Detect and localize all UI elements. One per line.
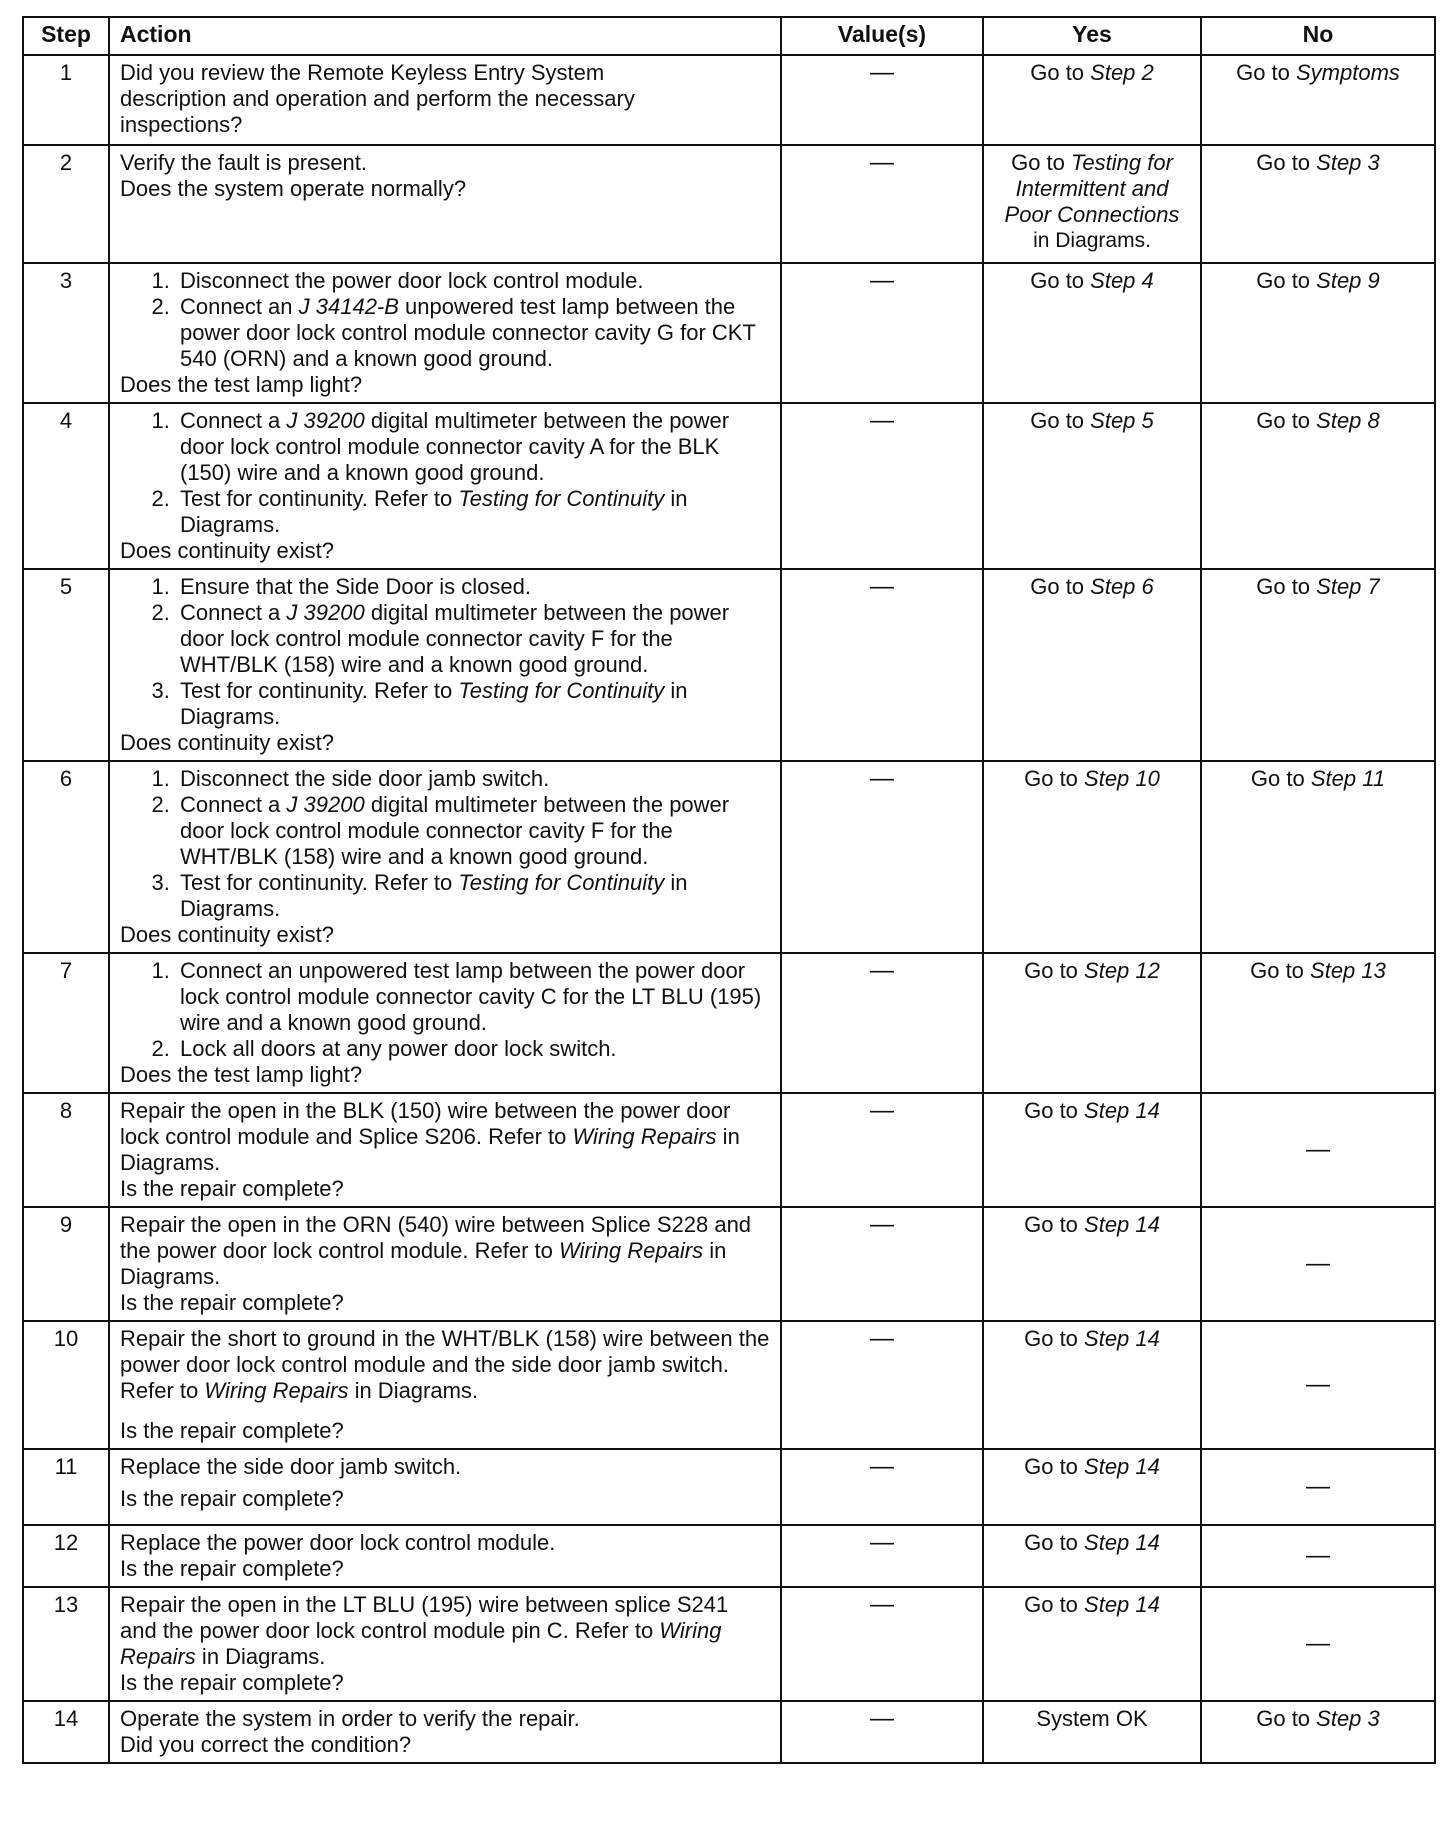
action-line: inspections? [120,112,243,137]
yes-cell [983,1587,1201,1701]
action-cell [109,1207,781,1321]
no-cell [1201,55,1435,145]
no-dash: — [1201,1093,1435,1207]
action-step-text: Ensure that the Side Door is closed. [180,574,531,599]
yes-goto-label: Go to [1030,574,1091,599]
step-number: 9 [23,1207,109,1321]
no-goto-label: Go to [1236,60,1296,85]
action-steps-list [120,574,770,730]
value-dash: — [781,1449,983,1525]
action-text: in Diagrams. [348,1378,479,1403]
step-number: 12 [23,1525,109,1587]
yes-goto-target: Step 12 [1084,958,1160,983]
header-yes: Yes [983,17,1201,55]
action-paragraph [120,1212,770,1290]
action-step-item [176,766,770,792]
value-dash: — [781,569,983,761]
action-step-text: unpowered test lamp between the power door lock control module connector cavity G for CKT 540 (ORN) and a known good ground. [180,294,756,371]
action-step-text: digital multimeter between the power door lock control module connector cavity F for the WHT/BLK (158) wire and a known good ground. [180,792,730,869]
action-step-item [176,268,770,294]
header-no: No [1201,17,1435,55]
yes-goto-label: Go to [1024,1098,1085,1123]
value-dash: — [781,55,983,145]
yes-goto-target: Step 14 [1084,1454,1160,1479]
action-reference: Wiring Repairs [204,1378,349,1403]
action-text: Repair the short to ground in the WHT/BLK (158) wire between the power door lock control module and the side door jamb switch. Refer to [120,1326,770,1403]
action-question: Is the repair complete? [120,1290,344,1315]
action-text: Repair the open in the ORN (540) wire between Splice S228 and the power door lock control module. Refer to [120,1212,752,1263]
table-row [23,1207,1435,1321]
action-question: Is the repair complete? [120,1556,344,1581]
no-goto-target: Step 3 [1316,1706,1380,1731]
action-question: Is the repair complete? [120,1418,344,1443]
action-step-reference: J 39200 [286,408,365,433]
yes-cell [983,145,1201,263]
no-goto-label: Go to [1250,766,1311,791]
table-row [23,403,1435,569]
action-cell [109,263,781,403]
header-row [23,17,1435,55]
table-row [23,569,1435,761]
action-step-text: Connect a [180,600,287,625]
no-cell [1201,263,1435,403]
yes-cell [983,1093,1201,1207]
yes-result: System OK [1036,1706,1148,1731]
no-dash: — [1201,1207,1435,1321]
step-number: 2 [23,145,109,263]
table-row [23,1321,1435,1449]
table-row [23,1587,1435,1701]
action-step-reference: J 39200 [286,600,365,625]
yes-cell [983,1207,1201,1321]
action-step-item [176,408,770,486]
table-row [23,1701,1435,1763]
step-number: 13 [23,1587,109,1701]
yes-goto-target: Step 2 [1090,60,1154,85]
yes-cell [983,1525,1201,1587]
action-text: Replace the power door lock control module. [120,1530,556,1555]
yes-goto-target: Step 14 [1084,1098,1160,1123]
value-dash: — [781,1587,983,1701]
action-cell [109,145,781,263]
action-paragraph [120,1706,770,1732]
yes-cell [983,761,1201,953]
yes-goto-label: Go to [1030,268,1091,293]
no-goto-label: Go to [1256,574,1317,599]
action-text: Replace the side door jamb switch. [120,1454,462,1479]
table-row [23,1449,1435,1525]
value-dash: — [781,1207,983,1321]
table-row [23,761,1435,953]
no-cell [1201,1701,1435,1763]
action-step-text: Connect an [180,294,299,319]
no-dash: — [1201,1587,1435,1701]
action-line: Did you review the Remote Keyless Entry System [120,60,605,85]
step-number: 6 [23,761,109,953]
step-number: 11 [23,1449,109,1525]
diagnostic-table [22,16,1436,1764]
value-dash: — [781,403,983,569]
yes-goto-target: Step 14 [1084,1212,1160,1237]
value-dash: — [781,1321,983,1449]
action-question: Is the repair complete? [120,1486,344,1511]
action-text: Repair the open in the LT BLU (195) wire between splice S241 and the power door lock control module pin C. Refer to [120,1592,729,1643]
action-paragraph [120,1530,770,1556]
yes-cell [983,403,1201,569]
no-cell [1201,145,1435,263]
step-number: 10 [23,1321,109,1449]
yes-goto-target: Step 14 [1084,1592,1160,1617]
header-step: Step [23,17,109,55]
value-dash: — [781,1093,983,1207]
yes-reference-block [986,150,1198,254]
action-step-text: Disconnect the power door lock control module. [180,268,644,293]
action-steps-list [120,268,770,372]
no-goto-label: Go to [1250,958,1311,983]
action-question: Does the test lamp light? [120,372,363,397]
action-paragraph [120,1098,770,1176]
action-cell [109,403,781,569]
yes-reference-line [986,150,1198,176]
action-cell [109,953,781,1093]
no-goto-target: Step 8 [1316,408,1380,433]
action-question: Does continuity exist? [120,730,334,755]
action-step-text: in Diagrams. [180,870,688,921]
action-step-item [176,486,770,538]
action-text: in Diagrams. [120,1124,740,1175]
table-row [23,263,1435,403]
action-step-item [176,294,770,372]
action-line: Does the system operate normally? [120,176,467,201]
yes-goto-target: Testing for [1071,150,1173,175]
yes-goto-label: Go to [1024,958,1085,983]
action-step-reference: J 34142-B [298,294,399,319]
action-paragraph [120,1454,770,1480]
action-step-item [176,600,770,678]
yes-cell [983,1321,1201,1449]
action-cell [109,1701,781,1763]
step-number: 8 [23,1093,109,1207]
action-step-text: Test for continunity. Refer to [180,678,459,703]
yes-reference-tail: in Diagrams. [1033,229,1151,252]
yes-goto-target: Step 14 [1084,1326,1160,1351]
yes-cell [983,953,1201,1093]
yes-goto-label: Go to [1024,1530,1085,1555]
action-question: Is the repair complete? [120,1670,344,1695]
action-question: Is the repair complete? [120,1176,344,1201]
step-number: 5 [23,569,109,761]
action-step-text: in Diagrams. [180,486,688,537]
no-cell [1201,403,1435,569]
header-action: Action [109,17,781,55]
value-dash: — [781,953,983,1093]
action-step-text: Lock all doors at any power door lock switch. [180,1036,617,1061]
yes-goto-target: Step 5 [1090,408,1154,433]
no-goto-target: Step 13 [1310,958,1386,983]
action-step-item [176,678,770,730]
action-step-text: digital multimeter between the power door lock control module connector cavity A for the BLK (150) wire and a known good ground. [180,408,730,485]
value-dash: — [781,1525,983,1587]
header-values: Value(s) [781,17,983,55]
action-question: Did you correct the condition? [120,1732,412,1757]
no-goto-target: Step 11 [1310,766,1386,791]
action-cell [109,1587,781,1701]
value-dash: — [781,761,983,953]
no-goto-target: Symptoms [1296,60,1400,85]
table-row [23,953,1435,1093]
yes-cell [983,263,1201,403]
action-cell [109,569,781,761]
action-step-item [176,792,770,870]
yes-goto-target: Step 14 [1084,1530,1160,1555]
action-step-text: Connect a [180,408,287,433]
no-dash: — [1201,1525,1435,1587]
step-number: 4 [23,403,109,569]
no-goto-label: Go to [1256,1706,1317,1731]
table-row [23,1525,1435,1587]
action-line: description and operation and perform the necessary [120,86,635,111]
yes-goto-label: Go to [1024,1326,1085,1351]
action-steps-list [120,958,770,1062]
yes-goto-target: Step 10 [1084,766,1160,791]
action-step-text: Connect a [180,792,287,817]
step-number: 3 [23,263,109,403]
action-steps-list [120,408,770,538]
action-reference: Wiring Repairs [572,1124,717,1149]
action-cell [109,761,781,953]
no-goto-label: Go to [1256,268,1317,293]
no-dash: — [1201,1321,1435,1449]
table-body [23,55,1435,1763]
action-step-text: digital multimeter between the power door lock control module connector cavity F for the WHT/BLK (158) wire and a known good ground. [180,600,730,677]
action-step-item [176,574,770,600]
action-paragraph [120,1592,770,1670]
action-question: Does the test lamp light? [120,1062,363,1087]
yes-cell [983,1701,1201,1763]
yes-reference-line: Poor Connections [1004,202,1180,227]
action-paragraph [120,1326,770,1404]
action-step-text: in Diagrams. [180,678,688,729]
step-number: 14 [23,1701,109,1763]
action-step-text: Test for continunity. Refer to [180,870,459,895]
yes-goto-label: Go to [1011,150,1071,175]
action-cell [109,1449,781,1525]
action-text: in Diagrams. [195,1644,326,1669]
step-number: 7 [23,953,109,1093]
action-question: Does continuity exist? [120,538,334,563]
action-cell [109,1093,781,1207]
yes-goto-label: Go to [1030,60,1091,85]
action-cell [109,1525,781,1587]
yes-goto-label: Go to [1024,1592,1085,1617]
yes-goto-label: Go to [1024,1212,1085,1237]
yes-goto-target: Step 4 [1090,268,1154,293]
yes-goto-label: Go to [1030,408,1091,433]
table-row [23,1093,1435,1207]
yes-goto-label: Go to [1024,766,1085,791]
table-row [23,55,1435,145]
no-goto-target: Step 3 [1316,150,1380,175]
no-goto-label: Go to [1256,150,1317,175]
value-dash: — [781,145,983,263]
action-step-reference: Testing for Continuity [458,678,665,703]
action-cell [109,1321,781,1449]
yes-goto-label: Go to [1024,1454,1085,1479]
action-text: Operate the system in order to verify the repair. [120,1706,580,1731]
action-text: in Diagrams. [120,1238,727,1289]
action-step-item [176,870,770,922]
action-steps-list [120,766,770,922]
no-goto-target: Step 9 [1316,268,1380,293]
yes-reference-line: Intermittent and [1015,176,1169,201]
action-step-reference: Testing for Continuity [458,486,665,511]
action-step-reference: Testing for Continuity [458,870,665,895]
step-number: 1 [23,55,109,145]
no-dash: — [1201,1449,1435,1525]
yes-cell [983,569,1201,761]
yes-cell [983,55,1201,145]
no-goto-label: Go to [1256,408,1317,433]
no-goto-target: Step 7 [1316,574,1380,599]
action-text: Repair the open in the BLK (150) wire between the power door lock control module and Splice S206. Refer to [120,1098,731,1149]
value-dash: — [781,1701,983,1763]
action-step-item [176,958,770,1036]
yes-goto-target: Step 6 [1090,574,1154,599]
action-step-text: Connect an unpowered test lamp between the power door lock control module connector cavity C for the LT BLU (195) wire and a known good ground. [180,958,762,1035]
action-question: Does continuity exist? [120,922,334,947]
spacer [120,1404,770,1418]
yes-cell [983,1449,1201,1525]
table-row [23,145,1435,263]
action-reference: Wiring Repairs [559,1238,704,1263]
action-step-reference: J 39200 [286,792,365,817]
no-cell [1201,761,1435,953]
action-cell [109,55,781,145]
action-step-item [176,1036,770,1062]
action-step-text: Disconnect the side door jamb switch. [180,766,550,791]
action-reference: Wiring Repairs [120,1618,722,1669]
action-line: Verify the fault is present. [120,150,368,175]
value-dash: — [781,263,983,403]
no-cell [1201,953,1435,1093]
action-step-text: Test for continunity. Refer to [180,486,459,511]
no-cell [1201,569,1435,761]
